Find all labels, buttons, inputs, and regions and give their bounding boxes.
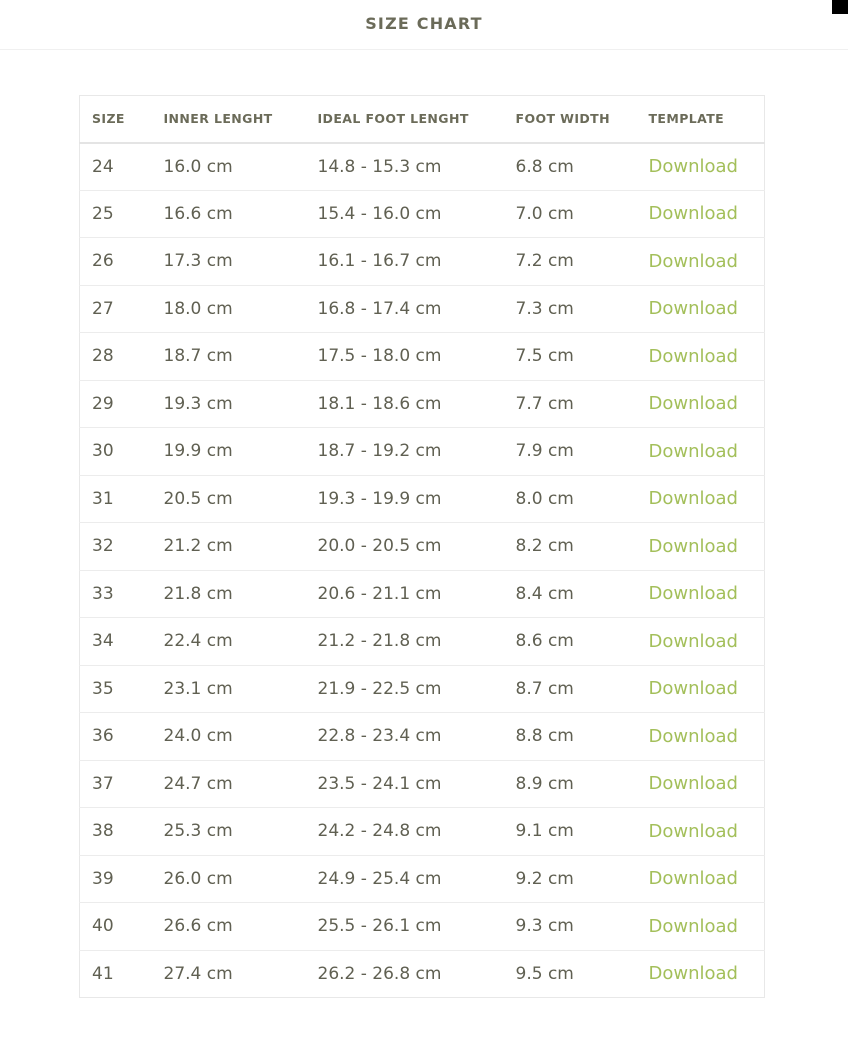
ideal-foot-length-cell: 26.2 - 26.8 cm [306,950,504,998]
inner-length-cell: 17.3 cm [152,238,306,286]
ideal-foot-length-cell: 21.9 - 22.5 cm [306,665,504,713]
ideal-foot-length-cell: 18.1 - 18.6 cm [306,380,504,428]
table-row [80,475,765,523]
size-cell: 28 [80,333,152,381]
foot-width-cell: 9.2 cm [504,855,637,903]
size-cell: 35 [80,665,152,713]
download-link[interactable]: Download [648,250,738,272]
inner-length-cell: 21.8 cm [152,570,306,618]
template-cell [637,713,765,761]
foot-width-cell: 6.8 cm [504,143,637,191]
download-link[interactable]: Download [648,203,738,225]
inner-length-cell: 27.4 cm [152,950,306,998]
download-link[interactable]: Download [648,298,738,320]
header-ideal-foot-length: IDEAL FOOT LENGHT [306,96,504,143]
download-link[interactable]: Download [648,868,738,890]
inner-length-cell: 18.7 cm [152,333,306,381]
header-template: TEMPLATE [637,96,765,143]
download-link[interactable]: Download [648,915,738,937]
size-cell: 29 [80,380,152,428]
size-cell: 36 [80,713,152,761]
size-cell: 39 [80,855,152,903]
table-row [80,713,765,761]
download-link[interactable]: Download [648,678,738,700]
header-foot-width: FOOT WIDTH [504,96,637,143]
foot-width-cell: 9.1 cm [504,808,637,856]
ideal-foot-length-cell: 16.1 - 16.7 cm [306,238,504,286]
download-link[interactable]: Download [648,820,738,842]
table-row [80,855,765,903]
size-cell: 24 [80,143,152,191]
table-row [80,760,765,808]
inner-length-cell: 19.9 cm [152,428,306,476]
ideal-foot-length-cell: 24.9 - 25.4 cm [306,855,504,903]
template-cell [637,475,765,523]
download-link[interactable]: Download [648,630,738,652]
table-row [80,903,765,951]
inner-length-cell: 22.4 cm [152,618,306,666]
size-cell: 37 [80,760,152,808]
inner-length-cell: 21.2 cm [152,523,306,571]
ideal-foot-length-cell: 22.8 - 23.4 cm [306,713,504,761]
inner-length-cell: 24.0 cm [152,713,306,761]
size-cell: 40 [80,903,152,951]
size-cell: 41 [80,950,152,998]
ideal-foot-length-cell: 17.5 - 18.0 cm [306,333,504,381]
inner-length-cell: 23.1 cm [152,665,306,713]
download-link[interactable]: Download [648,488,738,510]
template-cell [637,760,765,808]
table-row [80,285,765,333]
download-link[interactable]: Download [648,725,738,747]
size-cell: 38 [80,808,152,856]
size-cell: 26 [80,238,152,286]
download-link[interactable]: Download [648,393,738,415]
template-cell [637,285,765,333]
table-row [80,143,765,191]
foot-width-cell: 7.5 cm [504,333,637,381]
table-row [80,523,765,571]
foot-width-cell: 7.7 cm [504,380,637,428]
ideal-foot-length-cell: 23.5 - 24.1 cm [306,760,504,808]
table-row [80,808,765,856]
size-cell: 27 [80,285,152,333]
template-cell [637,380,765,428]
download-link[interactable]: Download [648,963,738,985]
foot-width-cell: 8.7 cm [504,665,637,713]
inner-length-cell: 26.0 cm [152,855,306,903]
template-cell [637,950,765,998]
download-link[interactable]: Download [648,156,738,177]
template-cell [637,665,765,713]
header-size: SIZE [80,96,152,143]
size-cell: 34 [80,618,152,666]
header-inner-length: INNER LENGHT [152,96,306,143]
size-cell: 32 [80,523,152,571]
foot-width-cell: 8.2 cm [504,523,637,571]
inner-length-cell: 19.3 cm [152,380,306,428]
table-row [80,333,765,381]
page-title: SIZE CHART [365,14,483,33]
table-row [80,665,765,713]
template-cell [637,808,765,856]
table-row [80,950,765,998]
ideal-foot-length-cell: 14.8 - 15.3 cm [306,143,504,191]
foot-width-cell: 8.4 cm [504,570,637,618]
table-header [80,96,765,143]
inner-length-cell: 16.6 cm [152,190,306,238]
size-chart-table [79,95,765,998]
ideal-foot-length-cell: 20.6 - 21.1 cm [306,570,504,618]
size-cell: 30 [80,428,152,476]
foot-width-cell: 7.3 cm [504,285,637,333]
template-cell [637,523,765,571]
ideal-foot-length-cell: 21.2 - 21.8 cm [306,618,504,666]
download-link[interactable]: Download [648,535,738,557]
inner-length-cell: 18.0 cm [152,285,306,333]
ideal-foot-length-cell: 15.4 - 16.0 cm [306,190,504,238]
size-chart-container [79,95,764,998]
foot-width-cell: 8.0 cm [504,475,637,523]
template-cell [637,428,765,476]
table-row [80,618,765,666]
inner-length-cell: 26.6 cm [152,903,306,951]
template-cell [637,238,765,286]
foot-width-cell: 8.9 cm [504,760,637,808]
foot-width-cell: 7.0 cm [504,190,637,238]
foot-width-cell: 8.6 cm [504,618,637,666]
download-link[interactable]: Download [648,345,738,367]
inner-length-cell: 24.7 cm [152,760,306,808]
template-cell [637,570,765,618]
table-row [80,238,765,286]
ideal-foot-length-cell: 20.0 - 20.5 cm [306,523,504,571]
table-row [80,428,765,476]
size-cell: 33 [80,570,152,618]
inner-length-cell: 20.5 cm [152,475,306,523]
table-row [80,570,765,618]
header-row [80,96,765,143]
foot-width-cell: 8.8 cm [504,713,637,761]
size-cell: 25 [80,190,152,238]
ideal-foot-length-cell: 19.3 - 19.9 cm [306,475,504,523]
table-row [80,380,765,428]
download-link[interactable]: Download [648,773,738,795]
foot-width-cell: 9.3 cm [504,903,637,951]
foot-width-cell: 7.2 cm [504,238,637,286]
download-link[interactable]: Download [648,583,738,605]
template-cell [637,190,765,238]
ideal-foot-length-cell: 18.7 - 19.2 cm [306,428,504,476]
inner-length-cell: 25.3 cm [152,808,306,856]
ideal-foot-length-cell: 25.5 - 26.1 cm [306,903,504,951]
ideal-foot-length-cell: 16.8 - 17.4 cm [306,285,504,333]
table-body [80,143,765,998]
template-cell [637,143,765,191]
size-cell: 31 [80,475,152,523]
close-icon[interactable] [832,0,848,14]
template-cell [637,855,765,903]
download-link[interactable]: Download [648,440,738,462]
inner-length-cell: 16.0 cm [152,143,306,191]
modal-header [0,0,848,50]
template-cell [637,333,765,381]
template-cell [637,618,765,666]
ideal-foot-length-cell: 24.2 - 24.8 cm [306,808,504,856]
table-row [80,190,765,238]
foot-width-cell: 7.9 cm [504,428,637,476]
foot-width-cell: 9.5 cm [504,950,637,998]
template-cell [637,903,765,951]
